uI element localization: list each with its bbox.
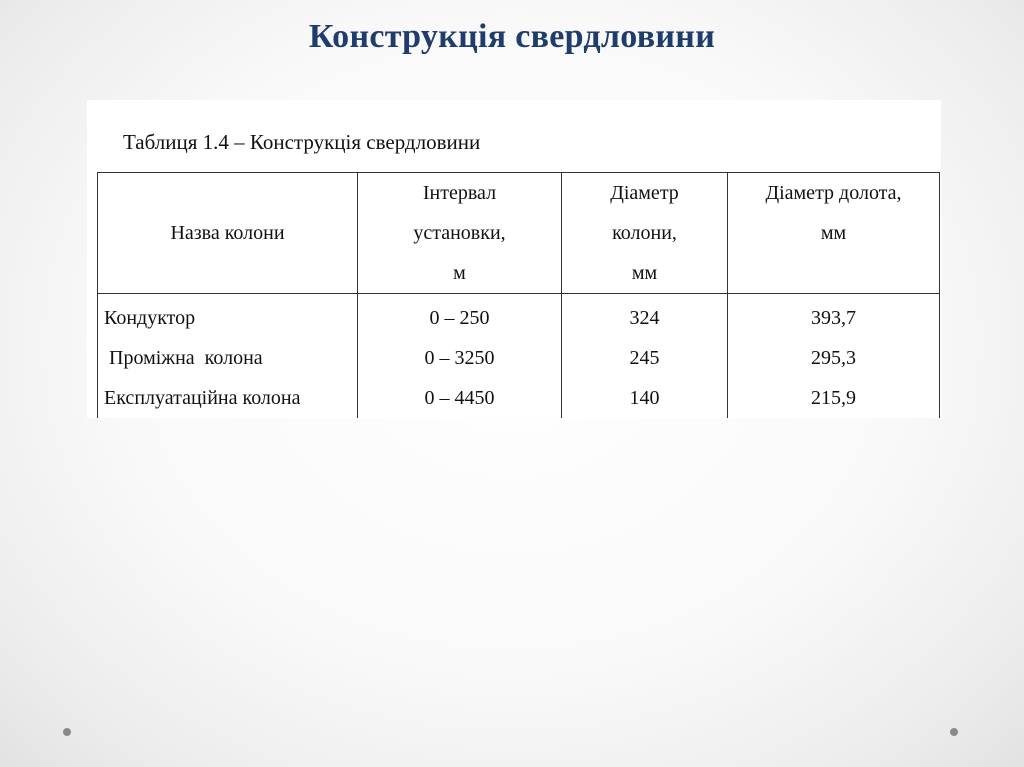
header-column-name bbox=[98, 173, 358, 294]
cell-casing-diameter: 245 bbox=[562, 338, 728, 378]
table-row bbox=[98, 294, 940, 339]
header-line: Діаметр bbox=[610, 182, 679, 204]
header-line: колони, bbox=[612, 222, 677, 244]
header-line: Назва колони bbox=[170, 222, 285, 244]
table-row bbox=[98, 338, 940, 378]
cell-column-name: Експлуатаційна колона bbox=[98, 378, 358, 418]
table-image bbox=[87, 100, 941, 418]
cell-bit-diameter: 215,9 bbox=[728, 378, 940, 418]
well-construction-table bbox=[97, 172, 940, 418]
table-header-row bbox=[98, 173, 940, 294]
cell-interval: 0 – 250 bbox=[358, 294, 562, 339]
cell-casing-diameter: 140 bbox=[562, 378, 728, 418]
decor-dot-left bbox=[63, 728, 71, 736]
table-caption: Таблиця 1.4 – Конструкція свердловини bbox=[123, 130, 481, 154]
cell-casing-diameter: 324 bbox=[562, 294, 728, 339]
table-row bbox=[98, 378, 940, 418]
header-interval bbox=[358, 173, 562, 294]
header-bit-diameter bbox=[728, 173, 940, 294]
cell-bit-diameter: 295,3 bbox=[728, 338, 940, 378]
header-line: Інтервал bbox=[422, 182, 497, 204]
slide-title: Конструкція свердловини bbox=[308, 18, 716, 55]
cell-column-name: Кондуктор bbox=[98, 294, 358, 339]
decor-dot-right bbox=[950, 728, 958, 736]
cell-interval: 0 – 3250 bbox=[358, 338, 562, 378]
cell-interval: 0 – 4450 bbox=[358, 378, 562, 418]
header-line: м bbox=[453, 262, 466, 284]
header-line: мм bbox=[631, 262, 658, 284]
header-casing-diameter bbox=[562, 173, 728, 294]
header-line: установки, bbox=[413, 222, 506, 244]
header-line: Діаметр долота, bbox=[765, 182, 902, 204]
header-line: мм bbox=[820, 222, 847, 244]
cell-bit-diameter: 393,7 bbox=[728, 294, 940, 339]
cell-column-name: Проміжна колона bbox=[98, 338, 358, 378]
